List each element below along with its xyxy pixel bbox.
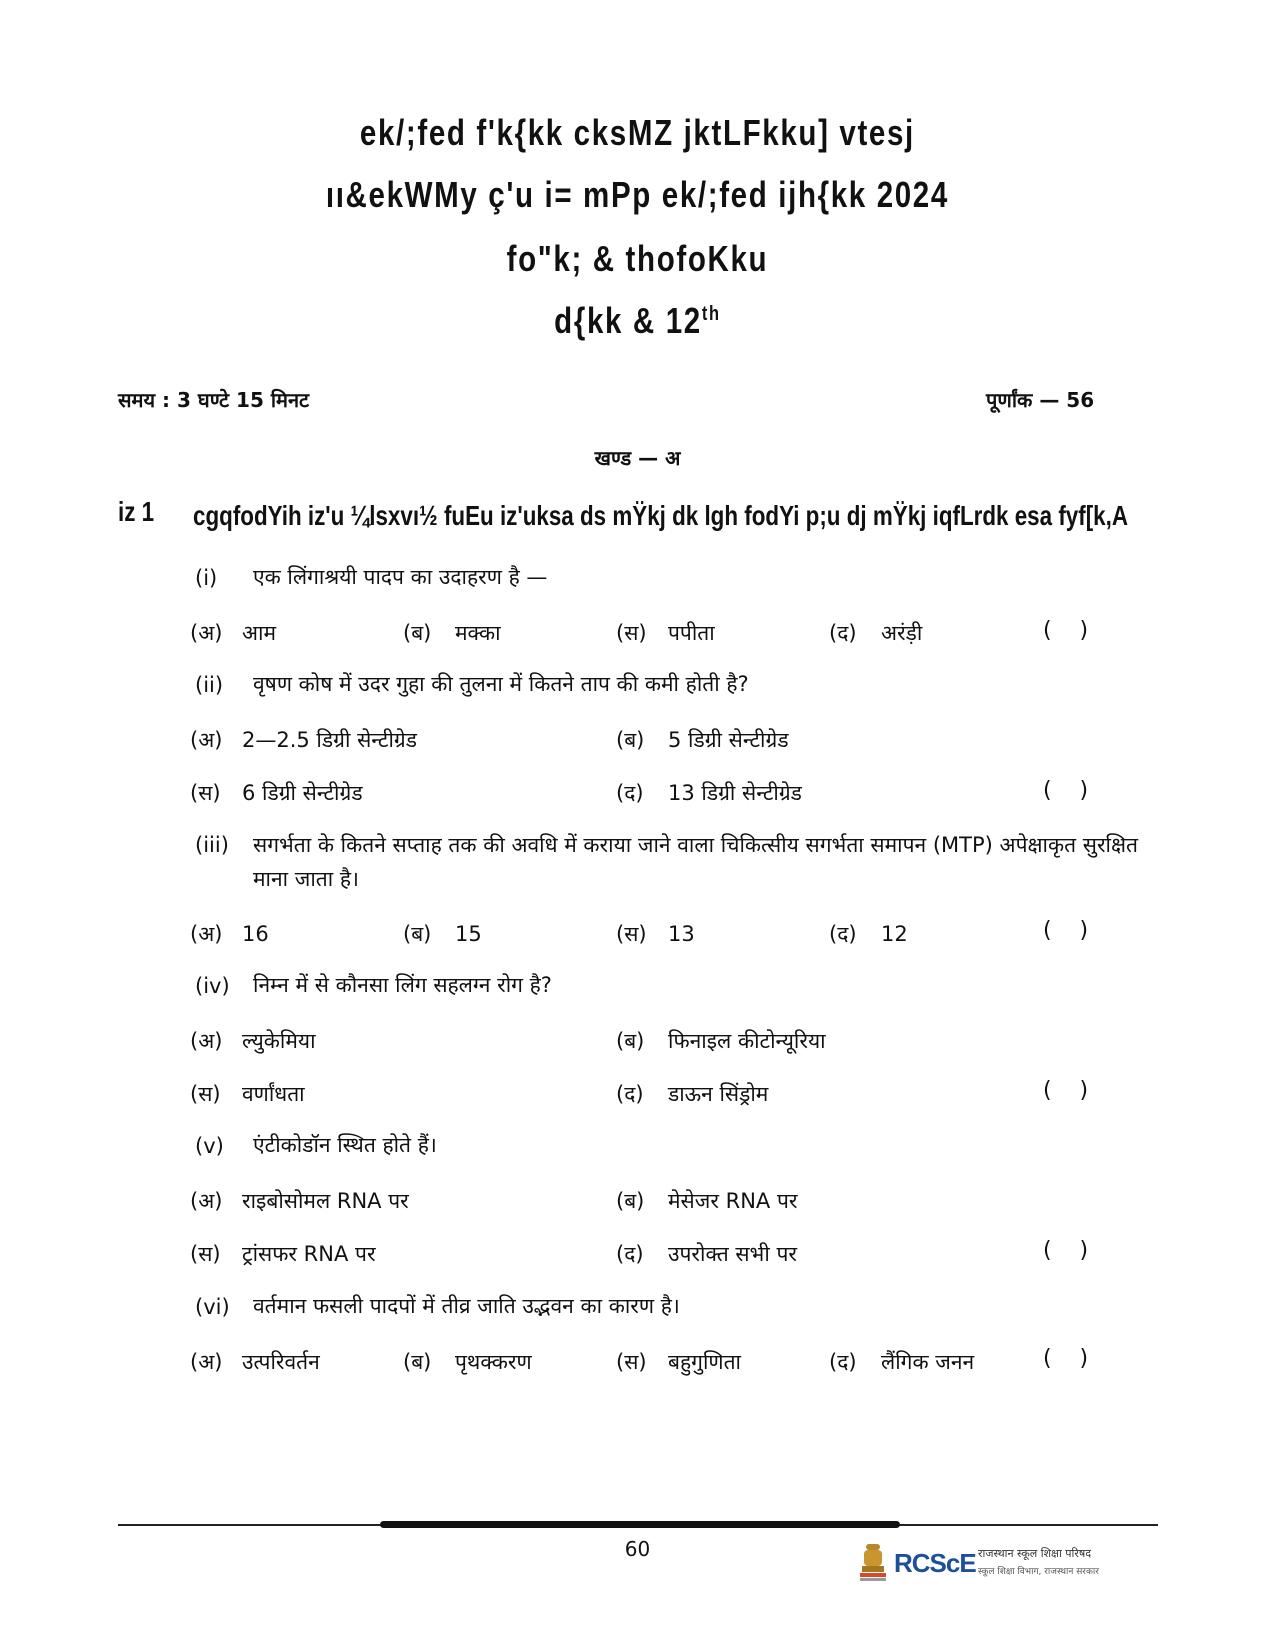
option — [616, 1027, 826, 1055]
emblem-icon — [858, 1540, 888, 1584]
option — [403, 619, 501, 647]
option — [403, 1348, 532, 1376]
logo-brand: RCScE — [894, 1548, 976, 1578]
option-text: 6 डिग्री सेन्टीग्रेड — [242, 781, 363, 805]
answer-box: ( ) — [1043, 778, 1089, 803]
item-stem: एंटीकोडॉन स्थित होते हैं। — [253, 1133, 437, 1157]
item-number: (ii) — [195, 673, 224, 697]
answer-box: ( ) — [1043, 618, 1089, 643]
header-subject: fo"k; & thofoKku — [506, 238, 769, 279]
option-text: पपीता — [668, 621, 715, 645]
option — [190, 1187, 409, 1215]
rcsce-logo — [858, 1540, 1138, 1588]
section-heading: खण्ड — अ — [594, 446, 681, 470]
option — [616, 920, 695, 948]
item-number: (i) — [195, 566, 218, 590]
option-label: (अ) — [190, 1350, 223, 1374]
item-stem: वृषण कोष में उदर गुहा की तुलना में कितने ताप की कमी होती है? — [253, 672, 749, 696]
option-text: मेसेजर RNA पर — [668, 1189, 798, 1213]
header-class — [115, 300, 1161, 342]
option — [616, 1240, 797, 1268]
option — [190, 1240, 376, 1268]
option-label: (ब) — [616, 1029, 645, 1053]
question-instruction: cgqfodYih iz'u ¼lsxvı½ fuEu iz'uksa ds mŸkj dk lgh fodYi p;u dj mŸkj iqfLrdk esa fyf[k,A — [193, 500, 1129, 531]
option-text: वर्णांधता — [242, 1082, 305, 1106]
header-class-sup: th — [701, 303, 721, 325]
option — [616, 1080, 768, 1108]
item-number: (iv) — [195, 974, 230, 998]
option-text: 5 डिग्री सेन्टीग्रेड — [668, 728, 789, 752]
option — [190, 779, 363, 807]
option — [616, 726, 789, 754]
option-text: 2—2.5 डिग्री सेन्टीग्रेड — [242, 728, 417, 752]
option-label: (स) — [190, 1242, 221, 1266]
option — [616, 779, 802, 807]
option-text: आम — [242, 621, 277, 645]
option-label: (स) — [616, 621, 647, 645]
header-board-title: ek/;fed f'k{kk cksMZ jktLFkku] vtesj — [359, 112, 915, 153]
option-text: बहुगुणिता — [668, 1350, 741, 1374]
option-text: 12 — [881, 922, 908, 946]
option-label: (ब) — [616, 728, 645, 752]
option-text: अरंड़ी — [881, 621, 923, 645]
option-text: ल्युकेमिया — [242, 1029, 316, 1053]
header-class-main: d{kk & 12 — [554, 300, 702, 341]
option-text: लैंगिक जनन — [881, 1350, 975, 1374]
option — [190, 1027, 316, 1055]
logo-line1: राजस्थान स्कूल शिक्षा परिषद — [978, 1547, 1092, 1560]
option-label: (द) — [829, 1350, 857, 1374]
footer-rule-accent — [380, 1521, 900, 1528]
option — [190, 1348, 320, 1376]
option-label: (अ) — [190, 621, 223, 645]
option — [190, 619, 276, 647]
page-number: 60 — [624, 1537, 651, 1561]
answer-box: ( ) — [1043, 1238, 1089, 1263]
option — [190, 726, 417, 754]
header-paper-title: ıı&ekWMy ç'u i= mPp ek/;fed ijh{kk 2024 — [325, 174, 949, 215]
option — [190, 920, 269, 948]
item-stem: निम्न में से कौनसा लिंग सहलग्न रोग है? — [253, 973, 552, 997]
max-marks: पूर्णांक — 56 — [986, 388, 1095, 412]
option-label: (द) — [616, 1242, 644, 1266]
option-label: (स) — [190, 1082, 221, 1106]
option — [829, 920, 908, 948]
item-stem: एक लिंगाश्रयी पादप का उदाहरण है — — [253, 565, 548, 589]
option — [616, 619, 715, 647]
option — [403, 920, 482, 948]
option-label: (स) — [616, 1350, 647, 1374]
option-label: (ब) — [403, 1350, 432, 1374]
option-text: उत्परिवर्तन — [242, 1350, 320, 1374]
item-number: (iii) — [195, 833, 229, 857]
option — [190, 1080, 305, 1108]
option-label: (ब) — [403, 922, 432, 946]
option-label: (अ) — [190, 728, 223, 752]
exam-time: समय : 3 घण्टे 15 मिनट — [118, 388, 310, 412]
option-text: उपरोक्त सभी पर — [668, 1242, 797, 1266]
option-label: (ब) — [616, 1189, 645, 1213]
option-label: (द) — [616, 1082, 644, 1106]
option-text: फिनाइल कीटोन्यूरिया — [668, 1029, 826, 1053]
option-label: (अ) — [190, 922, 223, 946]
item-stem: वर्तमान फसली पादपों में तीव्र जाति उद्भवन का कारण है। — [253, 1294, 680, 1318]
answer-box: ( ) — [1043, 1346, 1089, 1371]
option-text: 13 डिग्री सेन्टीग्रेड — [668, 781, 802, 805]
option-label: (अ) — [190, 1029, 223, 1053]
option — [829, 619, 922, 647]
option-text: राइबोसोमल RNA पर — [242, 1189, 409, 1213]
logo-line2: स्कूल शिक्षा विभाग, राजस्थान सरकार — [978, 1567, 1099, 1577]
option-label: (द) — [829, 922, 857, 946]
option-label: (द) — [829, 621, 857, 645]
answer-box: ( ) — [1043, 918, 1089, 943]
item-number: (vi) — [195, 1295, 230, 1319]
option-text: ट्रांसफर RNA पर — [242, 1242, 376, 1266]
answer-box: ( ) — [1043, 1078, 1089, 1103]
option-label: (ब) — [403, 621, 432, 645]
item-stem: सगर्भता के कितने सप्ताह तक की अवधि में कराया जाने वाला चिकित्सीय सगर्भता समापन (MTP) अपेक्षाकृत सुरक्षित माना जाता है। — [253, 833, 1139, 891]
option-text: पृथक्करण — [455, 1350, 532, 1374]
option-text: मक्का — [455, 621, 501, 645]
item-number: (v) — [195, 1134, 224, 1158]
option — [829, 1348, 974, 1376]
option-text: 13 — [668, 922, 695, 946]
option-label: (द) — [616, 781, 644, 805]
option-label: (स) — [190, 781, 221, 805]
question-number: iz 1 — [118, 496, 155, 527]
option-label: (स) — [616, 922, 647, 946]
option — [616, 1187, 797, 1215]
option-label: (अ) — [190, 1189, 223, 1213]
option-text: 15 — [455, 922, 482, 946]
option — [616, 1348, 741, 1376]
option-text: डाऊन सिंड्रोम — [668, 1082, 769, 1106]
option-text: 16 — [242, 922, 269, 946]
